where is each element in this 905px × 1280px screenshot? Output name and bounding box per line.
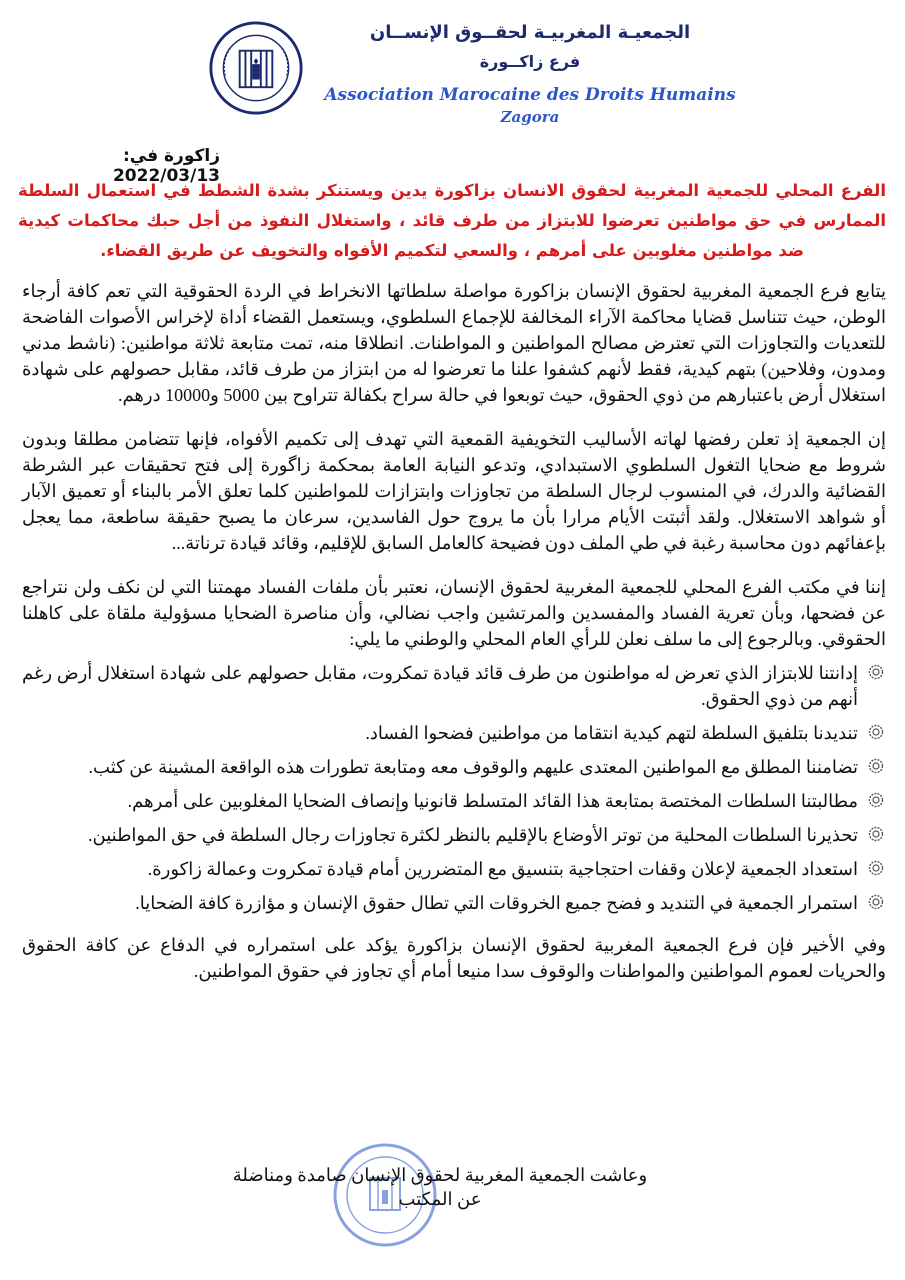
gear-bullet-icon: [868, 792, 884, 808]
list-item: [22, 660, 886, 712]
list-item-text: تضامننا المطلق مع المواطنين المعتدى عليهم والوقوف معه ومتابعة تطورات هذه الواقعة المشينة عن كثب.: [88, 757, 858, 777]
branch-name-french: Zagora: [500, 108, 560, 126]
paragraph: يتابع فرع الجمعية المغربية لحقوق الإنسان بزاكورة مواصلة سلطاتها الانخراط في الردة الحقوقية التي تعم كافة أرجاء الوطن، حيث تتناسل قضايا محاكمة الآراء المخالفة للإجماع السلطوي، ويستعمل القضاء أداة لإخراس الأصوات الفاضحة للتعديات والتجاوزات التي تعترض مصالح المواطنين و المواطنات. انطلاقا منه، تمت متابعة ثلاثة مواطنين: (ناشط مدني ومدون، وفلاحين) بتهم كيدية، فقط لأنهم كشفوا علنا ما تعرضوا له من ابتزاز من طرف قائد، مقابل حصولهم على شهادة استغلال أرض باعتبارهم من ذوي الحقوق، حيث توبعوا في حالة سراح بكفالة تتراوح بين 5000 و10000 درهم.: [22, 281, 886, 405]
list-item: [22, 822, 886, 848]
date-line: زاكورة في: 2022/03/13: [112, 146, 220, 186]
statement-body: [22, 278, 886, 1002]
list-item: [22, 856, 886, 882]
list-item-text: تحذيرنا السلطات المحلية من توتر الأوضاع بالإقليم بالنظر لكثرة تجاوزات رجال السلطة في حق المواطنين.: [88, 825, 858, 845]
gear-bullet-icon: [868, 826, 884, 842]
paragraph: إننا في مكتب الفرع المحلي للجمعية المغربية لحقوق الإنسان، نعتبر بأن ملفات الفساد مهمتنا التي لن نكف ولن نتراجع عن فضحها، وبأن تعرية الفساد والمفسدين والمرتشين واجب نضالي، وأن مناصرة الضحايا مسؤولية ملقاة على كاهلنا الحقوقي. وبالرجوع إلى ما سلف نعلن للرأي العام المحلي والوطني ما يلي:: [22, 577, 886, 649]
branch-name-arabic: فرع زاكــورة: [479, 52, 581, 71]
list-item: [22, 788, 886, 814]
gear-bullet-icon: [868, 724, 884, 740]
headline: الفرع المحلي للجمعية المغربية لحقوق الانسان بزاكورة يدين ويستنكر بشدة الشطط في استعمال السلطة الممارس في حق مواطنين تعرضوا للابتزاز من طرف قائد ، واستغلال النفوذ من أجل حبك محاكمات كيدية ضد مواطنين مغلوبين على أمرهم ، والسعي لتكميم الأفواه والتخويف عن طريق القضاء.: [18, 181, 886, 260]
list-item-text: استمرار الجمعية في التنديد و فضح جميع الخروقات التي تطال حقوق الإنسان و مؤازرة كافة الضحايا.: [135, 893, 858, 913]
final-paragraph: وفي الأخير فإن فرع الجمعية المغربية لحقوق الإنسان بزاكورة يؤكد على استمراره في الدفاع عن كافة الحقوق والحريات لعموم المواطنين والمواطنات والوقوف سدا منيعا أمام أي تجاوز في حقوق المواطنين.: [22, 935, 886, 981]
list-item-text: تنديدنا بتلفيق السلطة لتهم كيدية انتقاما من مواطنين فضحوا الفساد.: [365, 723, 858, 743]
closing-signature: عن المكتب: [398, 1189, 482, 1209]
gear-bullet-icon: [868, 758, 884, 774]
list-item-text: مطالبتنا السلطات المختصة بمتابعة هذا القائد المتسلط قانونيا وإنصاف الضحايا المغلوبين على أمرهم.: [127, 791, 858, 811]
list-item: [22, 754, 886, 780]
list-item-text: استعداد الجمعية لإعلان وقفات احتجاجية بتنسيق مع المتضررين أمام قيادة تمكروت وعمالة زاكورة.: [147, 859, 858, 879]
list-item: [22, 890, 886, 916]
org-name-arabic: الجمعيـة المغربيـة لحقــوق الإنســان: [369, 22, 691, 43]
demands-list: [22, 660, 886, 916]
gear-bullet-icon: [868, 860, 884, 876]
org-name-french: Association Marocaine des Droits Humains: [324, 85, 736, 105]
association-logo: [208, 20, 304, 116]
closing-slogan: وعاشت الجمعية المغربية لحقوق الإنسان صامدة ومناضلة: [232, 1165, 648, 1185]
gear-bullet-icon: [868, 894, 884, 910]
list-item: [22, 720, 886, 746]
closing-block: [200, 1163, 680, 1211]
list-item-text: إدانتنا للابتزاز الذي تعرض له مواطنون من طرف قائد قيادة تمكروت، مقابل حصولهم على شهادة استغلال أرض رغم أنهم من ذوي الحقوق.: [22, 663, 858, 709]
paragraph: إن الجمعية إذ تعلن رفضها لهاته الأساليب التخويفية القمعية التي تهدف إلى تكميم الأفواه، فإنها تتضامن مطلقا وبدون شروط مع ضحايا التغول السلطوي الاستبدادي، وتدعو النيابة العامة بمحكمة زاگورة إلى فتح تحقيقات عبر الشرطة القضائية والدرك، في المنسوب لرجال السلطة من تجاوزات وابتزازات للمواطنين كلما تعلق الأمر بالبناء أو تعميق الآبار أو شواهد الاستغلال. ولقد أثبتت الأيام مرارا بأن ما يروج حول الفاسدين، سرعان ما يصبح حقيقة ساطعة، مما يعجل بإعفائهم دون محاسبة رغبة في طي الملف دون فضيحة كالعامل السابق للإقليم، وقائد قيادة ترناتة...: [22, 429, 886, 553]
gear-bullet-icon: [868, 664, 884, 680]
